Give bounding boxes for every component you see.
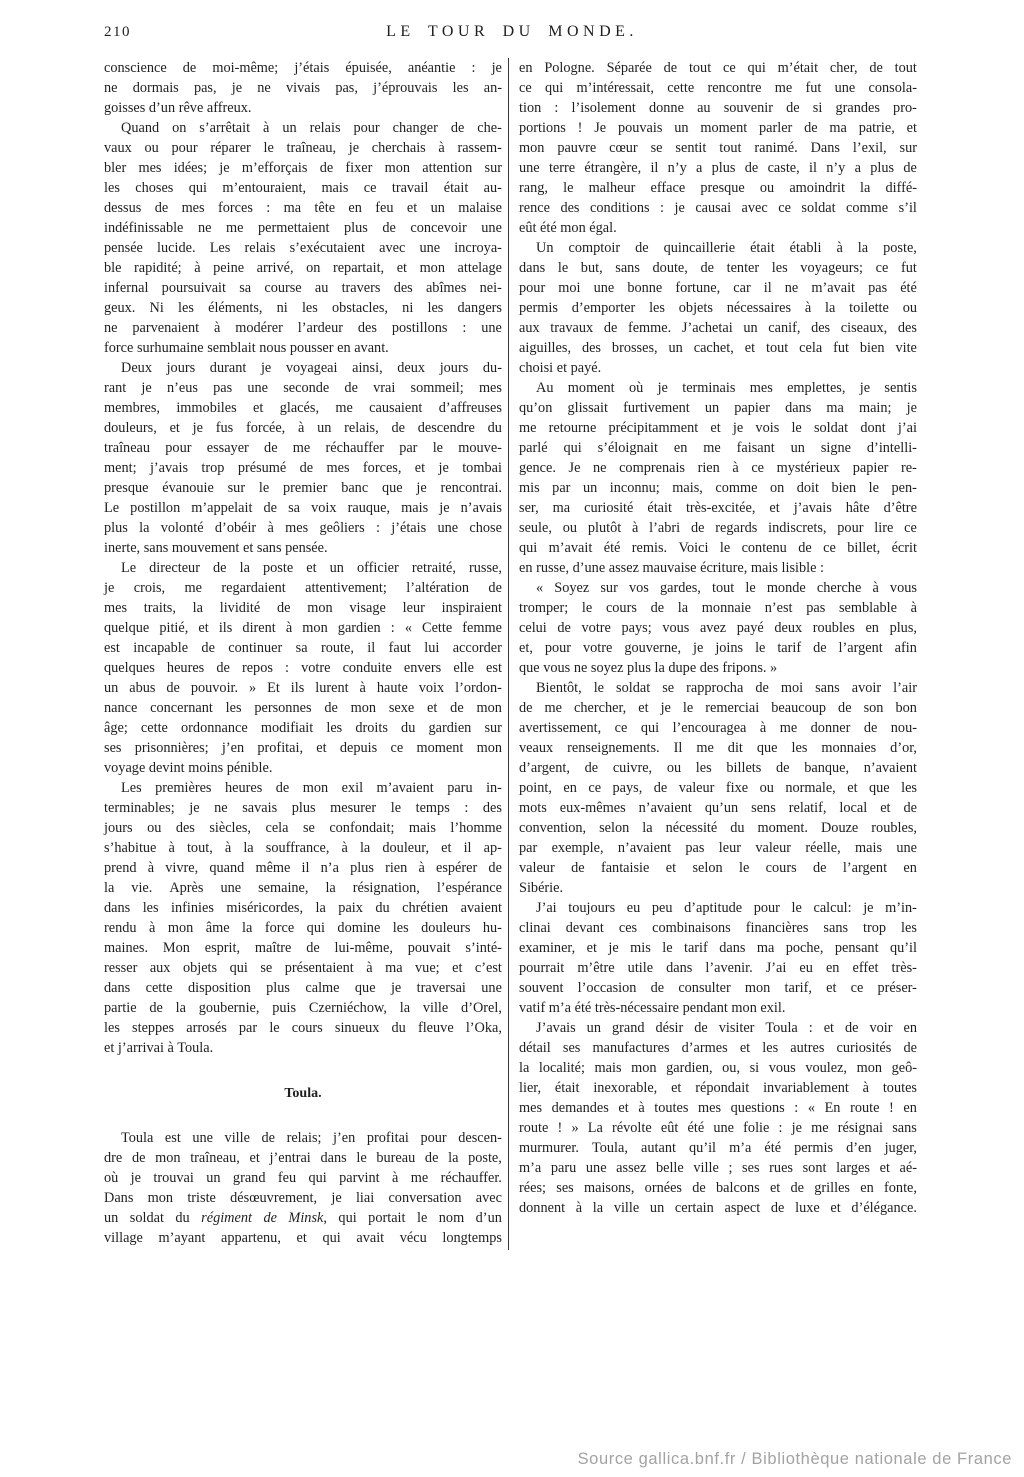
text-line: force surhumaine semblait nous pousser en avant.	[104, 340, 389, 356]
paragraph	[104, 118, 502, 358]
text-line: donnent à la ville un certain aspect de luxe et d’élégance.	[519, 1200, 917, 1216]
text-line: eût été mon égal.	[519, 220, 617, 236]
text-line: gence. Je ne comprenais rien à ce mystérieux papier re-	[519, 460, 917, 476]
text-line: celui de votre pays; vous avez payé deux roubles en plus,	[519, 620, 917, 636]
text-line: rées; ses maisons, ornées de balcons et de grilles en fonte,	[519, 1180, 917, 1196]
text-line: Un comptoir de quincaillerie était établi à la poste,	[536, 240, 917, 256]
text-line: bler mes idées; je m’efforçais de fixer mon attention sur	[104, 160, 502, 176]
column-divider-rule	[508, 58, 509, 1250]
text-line: et, pour votre gouverne, je joins le tarif de l’argent afin	[519, 640, 917, 656]
text-line: village m’ayant appartenu, et qui avait vécu longtemps	[104, 1230, 502, 1246]
text-line: portions ! Je pouvais un moment parler de ma patrie, et	[519, 120, 917, 136]
text-line: traîneau pour essayer de me réchauffer par le mouve-	[104, 440, 502, 456]
text-line: jours ou des siècles, cela se confondait; mais l’homme	[104, 820, 502, 836]
text-line: nance concernant les personnes de mon sexe et de mon	[104, 700, 502, 716]
paragraph	[519, 238, 917, 378]
text-line: choisi et payé.	[519, 360, 602, 376]
text-line: dre de mon traîneau, et j’entrai dans le bureau de la poste,	[104, 1150, 502, 1166]
text-line: seule, ou plutôt à l’abri de regards indiscrets, pour lire ce	[519, 520, 917, 536]
paragraph	[519, 378, 917, 578]
text-line: Deux jours durant je voyageai ainsi, deux jours du-	[121, 360, 502, 376]
text-line: tromper; le cours de la monnaie n’est pas semblable à	[519, 600, 917, 616]
paragraph	[519, 578, 917, 678]
text-line: plus la volonté d’obéir à mes geôliers : j’étais une chose	[104, 520, 502, 536]
text-line: je crois, me regardaient attentivement; l’altération de	[104, 580, 502, 596]
text-column-right	[519, 58, 917, 1218]
text-line: murmurer. Toula, autant qu’il m’a été permis d’en juger,	[519, 1140, 917, 1156]
section-heading: Toula.	[284, 1086, 322, 1101]
text-line: Dans mon triste désœuvrement, je liai conversation avec	[104, 1190, 502, 1206]
paragraph	[519, 678, 917, 898]
text-line: ne dormais pas, je ne vivais pas, j’éprouvais les an-	[104, 80, 502, 96]
text-line: Toula est une ville de relais; j’en profitai pour descen-	[121, 1130, 502, 1146]
text-line: rendu à mon âme la force qui domine les douleurs hu-	[104, 920, 502, 936]
paragraph	[104, 1128, 502, 1248]
text-line: de me chercher, et je le remerciai beaucoup de son bon	[519, 700, 917, 716]
text-line: Le directeur de la poste et un officier retraité, russe,	[121, 560, 502, 576]
text-line: douleurs, et je fus forcée, à un relais, de descendre du	[104, 420, 502, 436]
text-line: « Soyez sur vos gardes, tout le monde cherche à vous	[536, 580, 917, 596]
text-line: par exemple, n’avaient pas leur valeur réelle, mais une	[519, 840, 917, 856]
text-line: pensée lucide. Les relais s’exécutaient avec une incroya-	[104, 240, 502, 256]
text-line: et j’arrivai à Toula.	[104, 1040, 214, 1056]
text-line: resser aux objets qui se présentaient à ma vue; et c’est	[104, 960, 502, 976]
text-line: âge; cette ordonnance modifiait les droits du gardien sur	[104, 720, 502, 736]
text-line: J’avais un grand désir de visiter Toula : et de voir en	[536, 1020, 917, 1036]
text-line: qu’on glissait furtivement un papier dans ma main; je	[519, 400, 917, 416]
text-line: que vous ne soyez plus la dupe des fripons. »	[519, 660, 778, 676]
text-line: dans les infinies miséricordes, la paix du chrétien avaient	[104, 900, 502, 916]
text-line: un soldat du régiment de Minsk, qui portait le nom d’un	[104, 1210, 502, 1226]
text-line: convention, selon la nécessité du moment. Douze roubles,	[519, 820, 917, 836]
text-line: rant je n’eus pas une seconde de vrai sommeil; mes	[104, 380, 502, 396]
text-line: détail ses manufactures d’armes et les autres curiosités de	[519, 1040, 917, 1056]
text-line: quelques heures de repos : votre conduite envers elle est	[104, 660, 502, 676]
paragraph	[104, 358, 502, 558]
text-line: ble rapidité; à peine arrivé, on repartait, et mon attelage	[104, 260, 502, 276]
text-line: rang, le malheur efface presque ou amoindrit la diffé-	[519, 180, 917, 196]
text-line: parlé qui s’éloignait en me faisant un signe d’intelli-	[519, 440, 917, 456]
text-line: route ! » La révolte eût été une folie : je me résignai sans	[519, 1120, 917, 1136]
text-line: dans le but, sans doute, de tenter les voyageurs; ce fut	[519, 260, 917, 276]
text-line: un abus de pouvoir. » Et ils lurent à haute voix l’ordon-	[104, 680, 502, 696]
text-line: les choses qui m’entouraient, mais ce travail était au-	[104, 180, 502, 196]
text-line: dans cette disposition plus calme que je traversai une	[104, 980, 502, 996]
text-line: partie de la goubernie, puis Czerniéchow, la ville d’Orel,	[104, 1000, 502, 1016]
text-column-left	[104, 58, 502, 1248]
text-line: tion : l’isolement donne au souvenir de si grandes pro-	[519, 100, 917, 116]
text-line: en russe, d’une assez mauvaise écriture, mais lisible :	[519, 560, 825, 576]
text-line: avertissement, ce qui l’encouragea à me donner de nou-	[519, 720, 917, 736]
text-line: s’habitue à tout, à la souffrance, à la douleur, et il ap-	[104, 840, 502, 856]
text-line: Bientôt, le soldat se rapprocha de moi sans avoir l’air	[536, 680, 917, 696]
text-line: une terre étrangère, il n’y a plus de caste, il n’y a plus de	[519, 160, 917, 176]
text-line: clinai devant ces combinaisons financières sans trop les	[519, 920, 917, 936]
text-line: lier, était inexorable, et répondait invariablement à toutes	[519, 1080, 917, 1096]
paragraph	[104, 558, 502, 778]
text-line: terminables; je ne savais plus mesurer le temps : des	[104, 800, 502, 816]
journal-title: LE TOUR DU MONDE.	[386, 23, 638, 40]
text-line: est incapable de continuer sa route, il faut lui accorder	[104, 640, 502, 656]
text-line: geux. Ni les éléments, ni les obstacles, ni les dangers	[104, 300, 502, 316]
text-line: rence des conditions : je causai avec ce soldat comme s’il	[519, 200, 917, 216]
text-line: Au moment où je terminais mes emplettes, je sentis	[536, 380, 917, 396]
text-line: quelque pitié, et ils dirent à mon gardien : « Cette femme	[104, 620, 502, 636]
text-line: me retourne précipitamment et je vois le soldat dont j’ai	[519, 420, 917, 436]
text-line: pour moi une bonne fortune, car il ne m’avait pas été	[519, 280, 917, 296]
text-line: ser, ma curiosité était très-excitée, et j’avais hâte d’être	[519, 500, 917, 516]
text-line: maines. Mon esprit, maître de lui-même, pouvait s’inté-	[104, 940, 502, 956]
paragraph	[519, 58, 917, 238]
text-line: veaux renseignements. Il me dit que les monnaies d’or,	[519, 740, 917, 756]
paragraph	[519, 898, 917, 1018]
text-line: vaux ou pour réparer le traîneau, je cherchais à rassem-	[104, 140, 502, 156]
text-line: les steppes arrosés par le cours sinueux du fleuve l’Oka,	[104, 1020, 502, 1036]
text-line: prend à vivre, quand même il n’a plus rien à espérer de	[104, 860, 502, 876]
page-number: 210	[104, 24, 131, 40]
text-line: Sibérie.	[519, 880, 564, 896]
text-line: indéfinissable ne me permettaient plus de concevoir une	[104, 220, 502, 236]
text-line: la localité; mais mon gardien, ou, si vous voulez, mon geô-	[519, 1060, 917, 1076]
text-line: ses prisonnières; j’en profitai, et depuis ce moment mon	[104, 740, 502, 756]
text-line: goisses d’un rêve affreux.	[104, 100, 252, 116]
text-line: ment; j’avais trop présumé de mes forces, et je tombai	[104, 460, 502, 476]
text-line: Les premières heures de mon exil m’avaient paru in-	[121, 780, 502, 796]
text-line: presque évanouie sur le premier banc que je rencontrai.	[104, 480, 502, 496]
gallica-source-watermark: Source gallica.bnf.fr / Bibliothèque nationale de France	[577, 1450, 1012, 1468]
text-line: J’ai toujours eu peu d’aptitude pour le calcul: je m’in-	[536, 900, 917, 916]
text-line: mes traits, la lividité de mon visage leur inspiraient	[104, 600, 502, 616]
text-line: la vie. Après une semaine, la résignation, l’espérance	[104, 880, 502, 896]
text-line: infernal poursuivait sa course au travers des abîmes nei-	[104, 280, 502, 296]
text-line: souvent l’occasion de consulter mon tarif, et ce préser-	[519, 980, 917, 996]
text-line: conscience de moi-même; j’étais épuisée, anéantie : je	[104, 60, 502, 76]
text-line: pourrait m’être utile dans l’avenir. J’ai eu en effet très-	[519, 960, 917, 976]
text-line: aiguilles, des brosses, un cachet, et tout cela fut bien vite	[519, 340, 917, 356]
text-line: qui m’avait été remis. Voici le contenu de ce billet, écrit	[519, 540, 917, 556]
text-line: ce qui m’intéressait, cette rencontre me fut une consola-	[519, 80, 917, 96]
paragraph	[104, 58, 502, 118]
paragraph	[519, 1018, 917, 1218]
text-line: aux travaux de femme. J’achetai un canif, des ciseaux, des	[519, 320, 917, 336]
paragraph	[104, 778, 502, 1058]
text-line: mon pauvre cœur se sentit tout ranimé. Dans l’exil, sur	[519, 140, 917, 156]
text-line: Le postillon m’appelait de sa voix rauque, mais je n’avais	[104, 500, 502, 516]
text-line: mots eux-mêmes n’avaient qu’un sens relatif, local et de	[519, 800, 917, 816]
text-line: vatif m’a été très-nécessaire pendant mon exil.	[519, 1000, 786, 1016]
text-line: examiner, et je mis le tarif dans ma poche, pensant qu’il	[519, 940, 917, 956]
text-line: dessus de mes forces : ma tête en feu et un malaise	[104, 200, 502, 216]
text-line: inerte, sans mouvement et sans pensée.	[104, 540, 328, 556]
text-line: permis d’emporter les objets nécessaires à la toilette ou	[519, 300, 917, 316]
text-line: voyage devint moins pénible.	[104, 760, 273, 776]
text-line: m’a paru une assez belle ville ; ses rues sont larges et aé-	[519, 1160, 917, 1176]
text-line: valeur de fantaisie et selon le cours de l’argent en	[519, 860, 917, 876]
text-line: point, en ce pays, de valeur fixe ou normale, et que les	[519, 780, 917, 796]
text-line: mis par un inconnu; mais, comme on doit bien le pen-	[519, 480, 917, 496]
text-line: d’argent, de cuivre, ou les billets de banque, n’avaient	[519, 760, 917, 776]
text-line: en Pologne. Séparée de tout ce qui m’était cher, de tout	[519, 60, 917, 76]
text-line: où je trouvai un grand feu qui parvint à me réchauffer.	[104, 1170, 502, 1186]
text-line: Quand on s’arrêtait à un relais pour changer de che-	[121, 120, 502, 136]
text-line: mes demandes et à toutes mes questions : « En route ! en	[519, 1100, 917, 1116]
text-line: membres, immobiles et glacés, me causaient d’affreuses	[104, 400, 502, 416]
text-line: ne parvenaient à modérer l’ardeur des postillons : une	[104, 320, 502, 336]
